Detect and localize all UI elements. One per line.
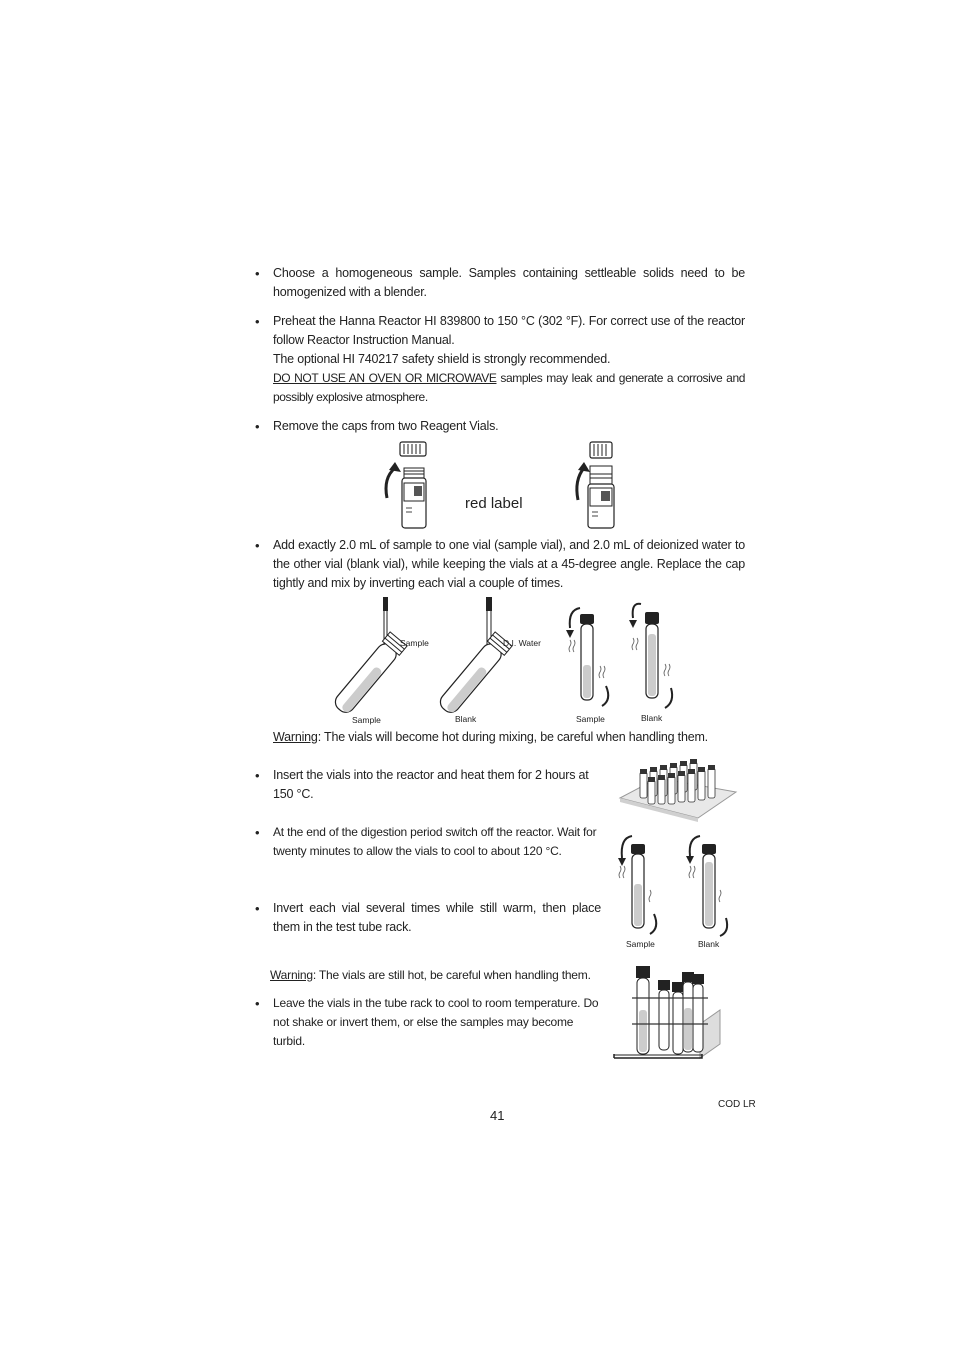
caption-invert-sample: Sample xyxy=(626,939,655,949)
step-preheat-reactor xyxy=(273,312,745,407)
bullet-glyph: • xyxy=(255,266,260,281)
bullet-glyph: • xyxy=(255,419,260,434)
oven-warning-emphasis: DO NOT USE AN OVEN OR MICROWAVE xyxy=(273,371,497,385)
step-add-sample: Add exactly 2.0 mL of sample to one vial (sample vial), and 2.0 mL of deionized water to the other vial (blank vial), while keeping the vials at a 45-degree angle. Replace the cap tightly and mix by inverting each vial a couple of times. xyxy=(273,538,745,590)
mixing-sample-vial-illustration xyxy=(560,600,620,715)
step-cool-vials: Leave the vials in the tube rack to cool to room temperature. Do not shake or invert them, or else the samples may become turbid. xyxy=(273,996,599,1048)
caption-invert-blank: Blank xyxy=(698,939,720,949)
page-number: 41 xyxy=(490,1108,505,1123)
step-insert-reactor: Insert the vials into the reactor and heat them for 2 hours at 150 °C. xyxy=(273,768,589,801)
reagent-vial-illustration-right xyxy=(570,438,640,533)
oven-warning xyxy=(273,369,745,407)
oven-warning-rest: samples may leak and generate a corrosive and possibly explosive atmosphere. xyxy=(273,371,745,404)
pipette-sample-illustration xyxy=(320,595,430,725)
reactor-block-illustration xyxy=(618,752,738,822)
tube-rack-illustration xyxy=(612,964,722,1064)
caption-mixing-blank: Blank xyxy=(641,713,663,723)
caption-vial-blank: Blank xyxy=(455,714,477,724)
bullet-glyph: • xyxy=(255,538,260,553)
invert-blank-vial-illustration xyxy=(682,828,742,940)
bullet-glyph: • xyxy=(255,825,260,840)
mixing-blank-vial-illustration xyxy=(625,598,685,713)
reagent-vial-illustration-left xyxy=(375,438,445,533)
step-remove-caps: Remove the caps from two Reagent Vials. xyxy=(273,419,499,433)
bullet-glyph: • xyxy=(255,314,260,329)
step-invert-vials: Invert each vial several times while still warm, then place them in the test tube rack. xyxy=(273,901,601,934)
bullet-glyph: • xyxy=(255,768,260,783)
caption-vial-sample: Sample xyxy=(352,715,381,725)
bullet-glyph: • xyxy=(255,996,260,1011)
step-homogeneous-sample: Choose a homogeneous sample. Samples containing settleable solids need to be homogenized with a blender. xyxy=(273,266,745,299)
warning-label: Warning xyxy=(273,730,318,744)
warning-text: : The vials are still hot, be careful when handling them. xyxy=(312,968,591,982)
caption-mixing-sample: Sample xyxy=(576,714,605,724)
step-switch-off-reactor: At the end of the digestion period switch off the reactor. Wait for twenty minutes to allow the vials to cool to about 120 °C. xyxy=(273,825,597,858)
warning-text: : The vials will become hot during mixing, be careful when handling them. xyxy=(317,730,708,744)
caption-pipette-sample: Sample xyxy=(400,638,429,648)
preheat-text: Preheat the Hanna Reactor HI 839800 to 150 °C (302 °F). For correct use of the reactor follow Reactor Instruction Manual. xyxy=(273,314,745,347)
invert-sample-vial-illustration xyxy=(612,828,672,940)
safety-shield-text: The optional HI 740217 safety shield is strongly recommended. xyxy=(273,352,611,366)
warning-hot-mixing xyxy=(273,728,745,747)
pipette-water-illustration xyxy=(425,595,535,725)
warning-label: Warning xyxy=(270,968,313,982)
caption-pipette-water: D.I. Water xyxy=(503,638,541,648)
warning-still-hot xyxy=(270,966,610,985)
red-label-callout: red label xyxy=(465,495,523,512)
section-code: COD LR xyxy=(718,1099,756,1110)
bullet-glyph: • xyxy=(255,901,260,916)
